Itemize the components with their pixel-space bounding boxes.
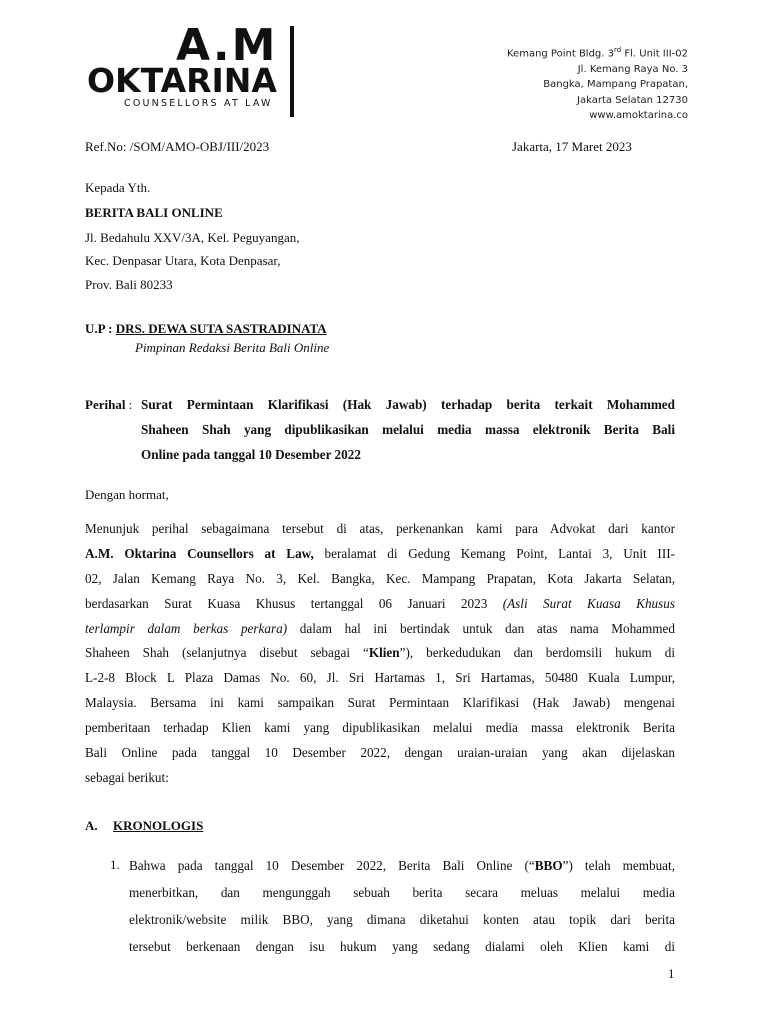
letterhead-address <box>507 43 688 124</box>
subject-text: Surat Permintaan Klarifikasi (Hak Jawab) terhadap berita terkait Mohammed Shaheen Shah yang dipublikasikan melalui media massa elektronik Berita Bali Online pada tanggal 10 Desember 2022 <box>141 397 675 462</box>
recipient-address-1: Jl. Bedahulu XXV/3A, Kel. Peguyangan, <box>85 230 300 245</box>
page-number: 1 <box>668 966 675 981</box>
address-line-3: Bangka, Mampang Prapatan, <box>543 79 688 91</box>
reference-number: Ref.No: /SOM/AMO-OBJ/III/2023 <box>85 139 270 154</box>
attention-role: Pimpinan Redaksi Berita Bali Online <box>135 340 330 355</box>
address-line-2: Jl. Kemang Raya No. 3 <box>577 63 688 75</box>
subject-label: Perihal : <box>85 397 133 412</box>
logo-tagline: COUNSELLORS AT LAW <box>124 98 273 109</box>
recipient-salutation: Kepada Yth. <box>85 180 151 195</box>
recipient-name: BERITA BALI ONLINE <box>85 205 223 220</box>
section-letter: A. <box>85 818 98 833</box>
recipient-address-2: Kec. Denpasar Utara, Kota Denpasar, <box>85 253 281 268</box>
logo-divider <box>290 26 294 117</box>
greeting: Dengan hormat, <box>85 487 169 502</box>
address-website: www.amoktarina.co <box>589 110 688 122</box>
attention-line: U.P : DRS. DEWA SUTA SASTRADINATA <box>85 321 327 336</box>
logo-am: A.M <box>176 20 278 71</box>
address-line-4: Jakarta Selatan 12730 <box>577 94 688 106</box>
item-1-text: Bahwa pada tanggal 10 Desember 2022, Berita Bali Online (“BBO”) telah membuat, menerbitkan, dan mengunggah sebuah berita secara meluas melalui media elektronik/website milik BBO, yang dimana diketahui konten atau topik dari berita tersebut berkenaan dengan isu hukum yang sedang dialami oleh Klien kami di <box>129 858 676 954</box>
recipient-address-3: Prov. Bali 80233 <box>85 277 173 292</box>
letter-date: Jakarta, 17 Maret 2023 <box>512 139 632 154</box>
item-number: 1. <box>110 857 120 872</box>
logo-oktarina: OKTARINA <box>87 61 277 100</box>
section-title: KRONOLOGIS <box>113 818 204 833</box>
body-paragraph: Menunjuk perihal sebagaimana tersebut di atas, perkenankan kami para Advokat dari kantor A.M. Oktarina Counsellors at Law, beralamat di Gedung Kemang Point, Lantai 3, Unit III- 02, Jalan Kemang Raya No. 3, Kel. Bangka, Kec. Mampang Prapatan, Kota Jakarta Selatan, berdasarkan Surat Kuasa Khusus tertanggal 06 Januari 2023 (Asli Surat Kuasa Khusus terlampir dalam berkas perkara) dalam hal ini bertindak untuk dan atas nama Mohammed Shaheen Shah (selanjutnya disebut sebagai “Klien”), berkedudukan dan berdomsili hukum di L-2-8 Block L Plaza Damas No. 60, Jl. Sri Hartamas 1, Sri Hartamas, 50480 Kuala Lumpur, Malaysia. Bersama ini kami sampaikan Surat Permintaan Klarifikasi (Hak Jawab) mengenai pemberitaan terhadap Klien kami yang dipublikasikan melalui media massa elektronik Berita Bali Online pada tanggal 10 Desember 2022, dengan uraian-uraian yang akan dijelaskan sebagai berikut: <box>85 521 675 785</box>
address-line-1: Kemang Point Bldg. 3rd Fl. Unit III-02 <box>506 46 688 60</box>
